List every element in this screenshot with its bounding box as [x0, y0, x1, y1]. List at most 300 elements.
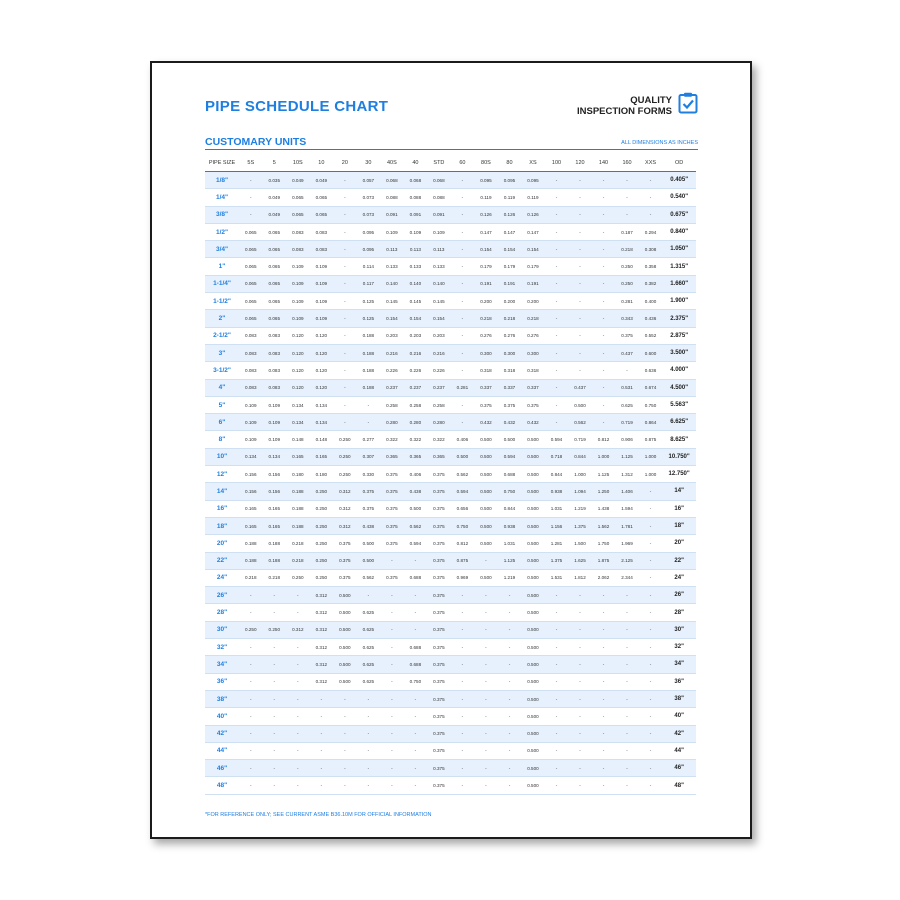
wall-thickness-cell: -	[474, 708, 498, 725]
wall-thickness-cell: -	[263, 742, 287, 759]
wall-thickness-cell: 0.113	[427, 241, 451, 258]
wall-thickness-cell: -	[333, 293, 357, 310]
wall-thickness-cell: -	[263, 656, 287, 673]
wall-thickness-cell: 0.109	[404, 223, 428, 240]
wall-thickness-cell: 0.120	[310, 344, 334, 361]
wall-thickness-cell: 0.500	[521, 673, 545, 690]
wall-thickness-cell: 0.250	[310, 483, 334, 500]
wall-thickness-cell: 0.083	[263, 362, 287, 379]
wall-thickness-cell: -	[592, 742, 616, 759]
wall-thickness-cell: 1.250	[592, 483, 616, 500]
wall-thickness-cell: -	[333, 189, 357, 206]
wall-thickness-cell: -	[333, 742, 357, 759]
wall-thickness-cell: 1.156	[545, 517, 569, 534]
wall-thickness-cell: 0.065	[310, 189, 334, 206]
wall-thickness-cell: 0.250	[310, 500, 334, 517]
wall-thickness-cell: -	[615, 656, 639, 673]
wall-thickness-cell: -	[592, 275, 616, 292]
wall-thickness-cell: 0.065	[239, 223, 263, 240]
wall-thickness-cell: 0.188	[286, 500, 310, 517]
wall-thickness-cell: 0.191	[521, 275, 545, 292]
wall-thickness-cell: -	[239, 172, 263, 189]
wall-thickness-cell: -	[380, 777, 404, 794]
wall-thickness-cell: -	[498, 760, 522, 777]
wall-thickness-cell: -	[474, 621, 498, 638]
wall-thickness-cell: 1.594	[615, 500, 639, 517]
wall-thickness-cell: -	[498, 725, 522, 742]
wall-thickness-cell: 1.625	[568, 552, 592, 569]
wall-thickness-cell: 0.049	[263, 206, 287, 223]
wall-thickness-cell: 0.375	[427, 777, 451, 794]
wall-thickness-cell: 0.109	[263, 396, 287, 413]
wall-thickness-cell: 0.148	[310, 431, 334, 448]
wall-thickness-cell: 0.088	[404, 189, 428, 206]
wall-thickness-cell: 0.049	[286, 172, 310, 189]
wall-thickness-cell: -	[639, 500, 663, 517]
wall-thickness-cell: -	[451, 396, 475, 413]
pipe-size-cell: 46"	[205, 760, 239, 777]
wall-thickness-cell: 0.375	[427, 760, 451, 777]
wall-thickness-cell: 1.000	[568, 466, 592, 483]
od-cell: 1.660"	[662, 275, 696, 292]
wall-thickness-cell: 0.322	[380, 431, 404, 448]
column-header: 10	[318, 160, 325, 166]
wall-thickness-cell: -	[639, 535, 663, 552]
wall-thickness-cell: -	[357, 414, 381, 431]
wall-thickness-cell: 0.109	[239, 431, 263, 448]
pipe-size-cell: 3"	[205, 344, 239, 361]
pipe-size-cell: 38"	[205, 690, 239, 707]
od-cell: 14"	[662, 483, 696, 500]
wall-thickness-cell: -	[592, 362, 616, 379]
wall-thickness-cell: -	[474, 552, 498, 569]
wall-thickness-cell: -	[568, 310, 592, 327]
wall-thickness-cell: -	[639, 569, 663, 586]
table-row	[205, 414, 696, 431]
wall-thickness-cell: 0.906	[615, 431, 639, 448]
wall-thickness-cell: 0.750	[451, 517, 475, 534]
wall-thickness-cell: 0.250	[263, 621, 287, 638]
wall-thickness-cell: -	[592, 725, 616, 742]
od-cell: 34"	[662, 656, 696, 673]
wall-thickness-cell: 0.083	[286, 241, 310, 258]
wall-thickness-cell: 0.179	[474, 258, 498, 275]
wall-thickness-cell: -	[545, 344, 569, 361]
wall-thickness-cell: 1.000	[639, 448, 663, 465]
wall-thickness-cell: 0.406	[451, 431, 475, 448]
pipe-size-cell: 1-1/2"	[205, 293, 239, 310]
wall-thickness-cell: 0.656	[451, 500, 475, 517]
wall-thickness-cell: 0.375	[474, 396, 498, 413]
pipe-size-cell: 48"	[205, 777, 239, 794]
wall-thickness-cell: 0.188	[239, 552, 263, 569]
wall-thickness-cell: 0.091	[380, 206, 404, 223]
wall-thickness-cell: 0.203	[404, 327, 428, 344]
wall-thickness-cell: -	[404, 552, 428, 569]
column-header: XS	[529, 160, 537, 166]
wall-thickness-cell: -	[568, 639, 592, 656]
wall-thickness-cell: 0.375	[380, 535, 404, 552]
pipe-size-cell: 34"	[205, 656, 239, 673]
wall-thickness-cell: -	[474, 777, 498, 794]
wall-thickness-cell: -	[451, 673, 475, 690]
wall-thickness-cell: -	[568, 690, 592, 707]
wall-thickness-cell: -	[286, 742, 310, 759]
wall-thickness-cell: -	[615, 621, 639, 638]
wall-thickness-cell: 0.938	[498, 517, 522, 534]
wall-thickness-cell: 0.083	[286, 223, 310, 240]
od-cell: 42"	[662, 725, 696, 742]
column-header: 5	[272, 160, 276, 166]
wall-thickness-cell: 0.337	[498, 379, 522, 396]
wall-thickness-cell: 2.125	[615, 552, 639, 569]
pipe-size-cell: 3/4"	[205, 241, 239, 258]
wall-thickness-cell: -	[592, 327, 616, 344]
wall-thickness-cell: 0.375	[333, 569, 357, 586]
od-cell: 36"	[662, 673, 696, 690]
od-cell: 6.625"	[662, 414, 696, 431]
wall-thickness-cell: 0.226	[380, 362, 404, 379]
wall-thickness-cell: 0.375	[427, 708, 451, 725]
wall-thickness-cell: -	[615, 725, 639, 742]
wall-thickness-cell: -	[568, 362, 592, 379]
wall-thickness-cell: -	[639, 604, 663, 621]
wall-thickness-cell: 1.312	[615, 466, 639, 483]
od-cell: 28"	[662, 604, 696, 621]
od-cell: 2.875"	[662, 327, 696, 344]
wall-thickness-cell: -	[357, 708, 381, 725]
table-row	[205, 223, 696, 240]
pipe-size-cell: 1/4"	[205, 189, 239, 206]
wall-thickness-cell: 0.120	[286, 344, 310, 361]
wall-thickness-cell: 0.437	[615, 344, 639, 361]
wall-thickness-cell: 0.500	[521, 431, 545, 448]
wall-thickness-cell: 0.065	[239, 293, 263, 310]
wall-thickness-cell: -	[451, 708, 475, 725]
wall-thickness-cell: -	[568, 189, 592, 206]
wall-thickness-cell: 0.218	[286, 552, 310, 569]
table-row	[205, 569, 696, 586]
wall-thickness-cell: 0.594	[404, 535, 428, 552]
wall-thickness-cell: 0.294	[639, 223, 663, 240]
wall-thickness-cell: 0.312	[310, 587, 334, 604]
wall-thickness-cell: 0.188	[263, 552, 287, 569]
wall-thickness-cell: 0.120	[310, 362, 334, 379]
pipe-size-cell: 40"	[205, 708, 239, 725]
wall-thickness-cell: -	[239, 742, 263, 759]
wall-thickness-cell: 0.276	[521, 327, 545, 344]
wall-thickness-cell: -	[545, 639, 569, 656]
wall-thickness-cell: -	[545, 258, 569, 275]
wall-thickness-cell: 0.318	[474, 362, 498, 379]
wall-thickness-cell: -	[592, 379, 616, 396]
wall-thickness-cell: 0.109	[286, 310, 310, 327]
wall-thickness-cell: 0.134	[286, 396, 310, 413]
wall-thickness-cell: 0.688	[404, 656, 428, 673]
wall-thickness-cell: 0.035	[263, 172, 287, 189]
wall-thickness-cell: -	[592, 172, 616, 189]
wall-thickness-cell: 0.300	[498, 344, 522, 361]
wall-thickness-cell: -	[380, 604, 404, 621]
wall-thickness-cell: -	[639, 639, 663, 656]
wall-thickness-cell: 0.258	[427, 396, 451, 413]
table-row	[205, 379, 696, 396]
wall-thickness-cell: 0.117	[357, 275, 381, 292]
wall-thickness-cell: 1.750	[592, 535, 616, 552]
wall-thickness-cell: -	[357, 777, 381, 794]
wall-thickness-cell: 0.147	[521, 223, 545, 240]
wall-thickness-cell: -	[404, 708, 428, 725]
table-row	[205, 327, 696, 344]
pipe-size-cell: 42"	[205, 725, 239, 742]
wall-thickness-cell: -	[451, 327, 475, 344]
wall-thickness-cell: 0.277	[357, 431, 381, 448]
pipe-size-cell: 4"	[205, 379, 239, 396]
pipe-size-cell: 6"	[205, 414, 239, 431]
wall-thickness-cell: 0.119	[474, 189, 498, 206]
wall-thickness-cell: 0.500	[521, 777, 545, 794]
wall-thickness-cell: 0.600	[639, 344, 663, 361]
wall-thickness-cell: 0.674	[639, 379, 663, 396]
wall-thickness-cell: 0.337	[474, 379, 498, 396]
wall-thickness-cell: -	[333, 310, 357, 327]
wall-thickness-cell: -	[568, 275, 592, 292]
wall-thickness-cell: -	[263, 708, 287, 725]
wall-thickness-cell: -	[545, 414, 569, 431]
wall-thickness-cell: 0.375	[427, 500, 451, 517]
wall-thickness-cell: -	[333, 206, 357, 223]
wall-thickness-cell: 0.109	[286, 275, 310, 292]
wall-thickness-cell: 0.375	[427, 587, 451, 604]
wall-thickness-cell: 0.375	[427, 517, 451, 534]
wall-thickness-cell: -	[333, 241, 357, 258]
pipe-size-cell: 24"	[205, 569, 239, 586]
brand-text	[577, 95, 672, 117]
wall-thickness-cell: 0.318	[498, 362, 522, 379]
wall-thickness-cell: -	[474, 760, 498, 777]
wall-thickness-cell: -	[239, 604, 263, 621]
wall-thickness-cell: -	[568, 293, 592, 310]
wall-thickness-cell: 0.180	[286, 466, 310, 483]
wall-thickness-cell: -	[474, 587, 498, 604]
wall-thickness-cell: -	[333, 690, 357, 707]
wall-thickness-cell: 0.188	[357, 362, 381, 379]
table-row	[205, 777, 696, 794]
wall-thickness-cell: 0.165	[239, 500, 263, 517]
wall-thickness-cell: 0.382	[639, 275, 663, 292]
wall-thickness-cell: -	[357, 725, 381, 742]
wall-thickness-cell: -	[498, 621, 522, 638]
od-cell: 1.900"	[662, 293, 696, 310]
wall-thickness-cell: 0.375	[427, 639, 451, 656]
wall-thickness-cell: -	[568, 656, 592, 673]
wall-thickness-cell: -	[451, 275, 475, 292]
wall-thickness-cell: 0.109	[286, 293, 310, 310]
wall-thickness-cell: 0.250	[310, 569, 334, 586]
wall-thickness-cell: 0.109	[263, 431, 287, 448]
wall-thickness-cell: 1.562	[592, 517, 616, 534]
pipe-size-cell: 16"	[205, 500, 239, 517]
wall-thickness-cell: 0.938	[545, 483, 569, 500]
wall-thickness-cell: -	[474, 639, 498, 656]
wall-thickness-cell: 0.145	[404, 293, 428, 310]
wall-thickness-cell: 0.126	[521, 206, 545, 223]
table-row	[205, 344, 696, 361]
wall-thickness-cell: 0.365	[380, 448, 404, 465]
wall-thickness-cell: 0.065	[239, 241, 263, 258]
wall-thickness-cell: 0.375	[427, 604, 451, 621]
wall-thickness-cell: -	[615, 362, 639, 379]
wall-thickness-cell: 0.812	[592, 431, 616, 448]
wall-thickness-cell: -	[263, 725, 287, 742]
wall-thickness-cell: -	[615, 742, 639, 759]
wall-thickness-cell: -	[545, 708, 569, 725]
wall-thickness-cell: 0.134	[310, 414, 334, 431]
wall-thickness-cell: 0.500	[521, 621, 545, 638]
wall-thickness-cell: -	[263, 673, 287, 690]
wall-thickness-cell: -	[615, 777, 639, 794]
wall-thickness-cell: 1.531	[545, 569, 569, 586]
wall-thickness-cell: 0.844	[545, 466, 569, 483]
wall-thickness-cell: -	[333, 362, 357, 379]
od-cell: 18"	[662, 517, 696, 534]
wall-thickness-cell: 0.500	[521, 587, 545, 604]
wall-thickness-cell: 0.625	[357, 673, 381, 690]
wall-thickness-cell: -	[568, 172, 592, 189]
wall-thickness-cell: -	[451, 258, 475, 275]
wall-thickness-cell: 0.083	[239, 327, 263, 344]
wall-thickness-cell: 0.250	[310, 517, 334, 534]
wall-thickness-cell: 0.125	[357, 310, 381, 327]
wall-thickness-cell: 0.133	[427, 258, 451, 275]
wall-thickness-cell: -	[545, 241, 569, 258]
wall-thickness-cell: 0.216	[380, 344, 404, 361]
wall-thickness-cell: -	[545, 690, 569, 707]
wall-thickness-cell: -	[333, 396, 357, 413]
pipe-size-cell: 36"	[205, 673, 239, 690]
table-row	[205, 621, 696, 638]
wall-thickness-cell: 0.165	[263, 517, 287, 534]
wall-thickness-cell: -	[639, 621, 663, 638]
wall-thickness-cell: -	[286, 656, 310, 673]
table-row	[205, 639, 696, 656]
wall-thickness-cell: 0.218	[239, 569, 263, 586]
wall-thickness-cell: -	[615, 587, 639, 604]
pipe-size-cell: 2"	[205, 310, 239, 327]
wall-thickness-cell: -	[592, 189, 616, 206]
wall-thickness-cell: 0.065	[239, 275, 263, 292]
wall-thickness-cell: -	[615, 172, 639, 189]
od-cell: 10.750"	[662, 448, 696, 465]
column-header: 160	[622, 160, 632, 166]
wall-thickness-cell: 0.531	[615, 379, 639, 396]
wall-thickness-cell: -	[333, 777, 357, 794]
wall-thickness-cell: 0.165	[286, 448, 310, 465]
wall-thickness-cell: -	[451, 656, 475, 673]
od-cell: 12.750"	[662, 466, 696, 483]
wall-thickness-cell: 0.049	[310, 172, 334, 189]
wall-thickness-cell: 0.218	[286, 535, 310, 552]
wall-thickness-cell: 0.750	[404, 673, 428, 690]
wall-thickness-cell: 0.154	[521, 241, 545, 258]
od-cell: 4.000"	[662, 362, 696, 379]
table-row	[205, 172, 696, 189]
wall-thickness-cell: 0.065	[263, 223, 287, 240]
wall-thickness-cell: 0.250	[239, 621, 263, 638]
wall-thickness-cell: 0.109	[310, 310, 334, 327]
wall-thickness-cell: -	[239, 777, 263, 794]
wall-thickness-cell: -	[639, 742, 663, 759]
wall-thickness-cell: 0.154	[404, 310, 428, 327]
wall-thickness-cell: -	[239, 673, 263, 690]
column-header: 5S	[247, 160, 255, 166]
wall-thickness-cell: 0.375	[380, 466, 404, 483]
table-row	[205, 587, 696, 604]
wall-thickness-cell: 0.312	[310, 604, 334, 621]
table-row	[205, 206, 696, 223]
wall-thickness-cell: -	[498, 777, 522, 794]
table-body	[205, 172, 696, 795]
wall-thickness-cell: 0.500	[474, 431, 498, 448]
od-cell: 20"	[662, 535, 696, 552]
column-header: 80S	[481, 160, 491, 166]
od-cell: 5.563"	[662, 396, 696, 413]
wall-thickness-cell: -	[239, 656, 263, 673]
wall-thickness-cell: 0.065	[263, 310, 287, 327]
od-cell: 0.840"	[662, 223, 696, 240]
wall-thickness-cell: 0.179	[498, 258, 522, 275]
wall-thickness-cell: 0.095	[474, 172, 498, 189]
wall-thickness-cell: 0.134	[310, 396, 334, 413]
table-row	[205, 448, 696, 465]
wall-thickness-cell: 0.140	[380, 275, 404, 292]
wall-thickness-cell: -	[380, 725, 404, 742]
clipboard-check-icon	[678, 92, 698, 119]
wall-thickness-cell: 0.719	[568, 431, 592, 448]
wall-thickness-cell: 0.218	[263, 569, 287, 586]
wall-thickness-cell: 0.432	[498, 414, 522, 431]
wall-thickness-cell: 0.088	[380, 189, 404, 206]
wall-thickness-cell: 0.875	[639, 431, 663, 448]
wall-thickness-cell: -	[615, 639, 639, 656]
column-header: PIPE SIZE	[208, 160, 236, 166]
wall-thickness-cell: 0.375	[333, 535, 357, 552]
column-header: 10S	[292, 160, 303, 166]
column-header: 100	[551, 160, 562, 166]
wall-thickness-cell: 0.375	[427, 656, 451, 673]
wall-thickness-cell: 0.625	[357, 639, 381, 656]
od-cell: 0.540"	[662, 189, 696, 206]
wall-thickness-cell: 0.119	[498, 189, 522, 206]
wall-thickness-cell: 0.203	[427, 327, 451, 344]
wall-thickness-cell: 0.375	[380, 483, 404, 500]
wall-thickness-cell: 0.068	[380, 172, 404, 189]
table-row	[205, 604, 696, 621]
wall-thickness-cell: -	[451, 690, 475, 707]
wall-thickness-cell: -	[286, 760, 310, 777]
wall-thickness-cell: -	[615, 673, 639, 690]
wall-thickness-cell: 1.031	[545, 500, 569, 517]
wall-thickness-cell: 0.276	[498, 327, 522, 344]
table-row	[205, 760, 696, 777]
table-row	[205, 275, 696, 292]
pipe-size-cell: 18"	[205, 517, 239, 534]
wall-thickness-cell: 0.281	[451, 379, 475, 396]
wall-thickness-cell: 0.375	[357, 500, 381, 517]
wall-thickness-cell: 1.031	[498, 535, 522, 552]
od-cell: 40"	[662, 708, 696, 725]
wall-thickness-cell: 0.375	[380, 569, 404, 586]
